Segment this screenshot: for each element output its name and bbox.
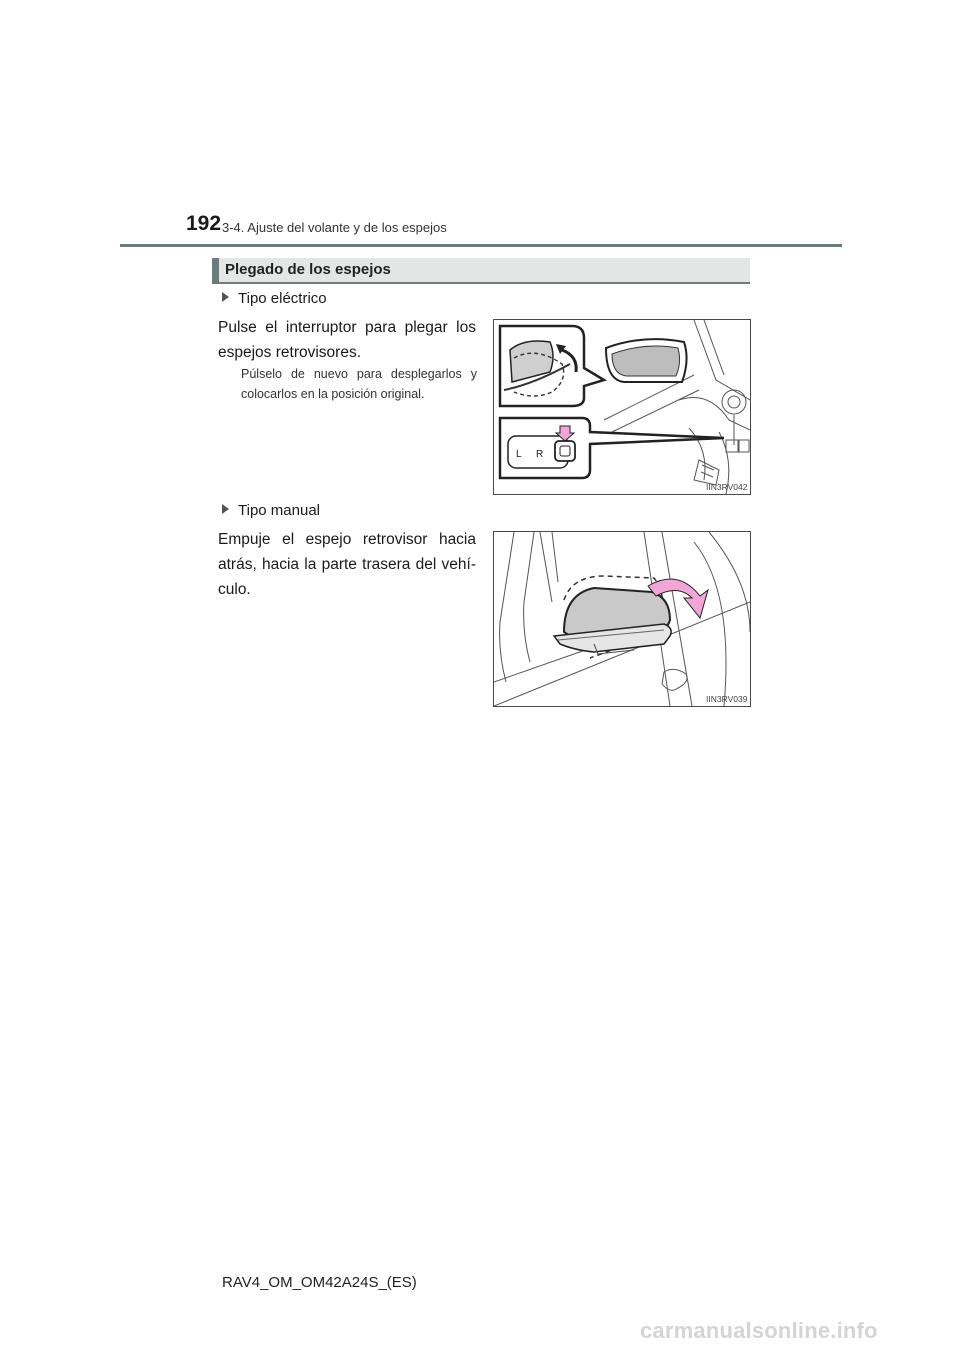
footer-doc-code: RAV4_OM_OM42A24S_(ES) xyxy=(222,1274,417,1291)
watermark: carmanualsonline.info xyxy=(640,1318,878,1343)
manual-mirror-figure xyxy=(493,531,751,707)
triangle-bullet-icon xyxy=(222,292,229,302)
electric-mirror-illustration xyxy=(494,320,750,494)
manual-instruction: Empuje el espejo retrovisor hacia atrás, hacia la parte trasera del vehí-culo. xyxy=(218,531,476,598)
electric-figure-code: IIN3RV042 xyxy=(706,482,748,492)
manual-subheading xyxy=(222,502,320,519)
manual-mirror-illustration xyxy=(494,532,750,706)
triangle-bullet-icon xyxy=(222,504,229,514)
section-heading-bar xyxy=(212,258,219,284)
page-number: 192 xyxy=(186,212,222,235)
electric-mirror-figure xyxy=(493,319,751,495)
electric-subheading-text: Tipo eléctrico xyxy=(238,290,327,307)
section-title: 3-4. Ajuste del volante y de los espejos xyxy=(222,220,447,235)
switch-left-label: L xyxy=(516,449,522,460)
manual-subheading-text: Tipo manual xyxy=(238,502,320,519)
electric-note: Púlselo de nuevo para desplegarlos y colocarlos en la posición original. xyxy=(241,367,477,401)
section-heading-text: Plegado de los espejos xyxy=(225,261,391,278)
switch-right-label: R xyxy=(536,449,544,460)
header-divider xyxy=(120,244,842,247)
electric-subheading xyxy=(222,290,327,307)
manual-figure-code: IIN3RV039 xyxy=(706,694,748,704)
electric-instruction: Pulse el interruptor para plegar los espejos retrovisores. xyxy=(218,319,476,361)
section-heading xyxy=(212,258,750,284)
